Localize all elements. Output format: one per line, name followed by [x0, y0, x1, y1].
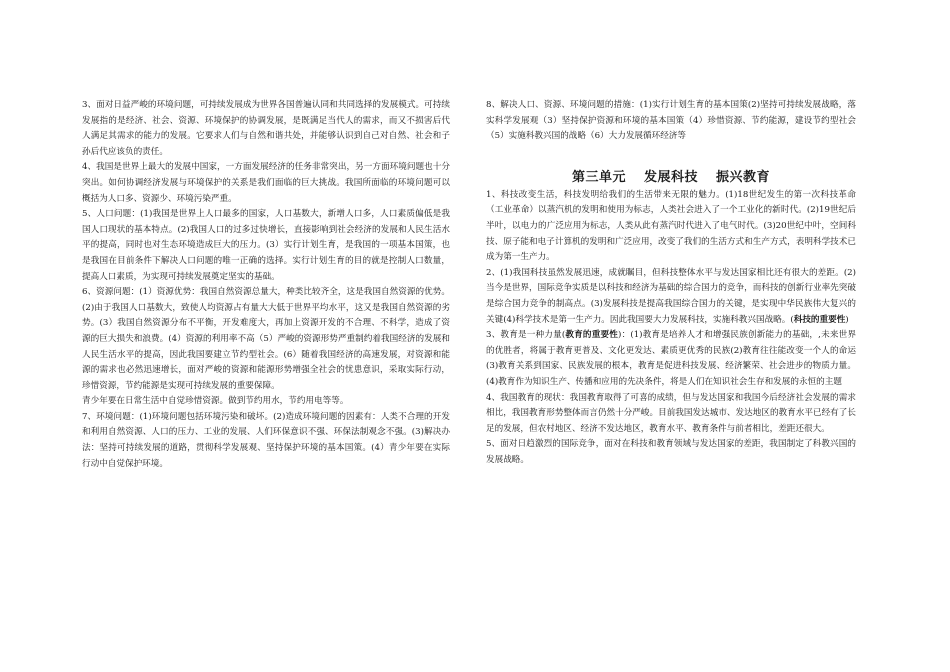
education-importance-pre: 3、教育是一种力量(	[486, 330, 566, 341]
education-importance-text: )：(1)教育是培养人才和增强民族创新能力的基础，,未来世界的优胜者，将属于教育更普及、文化更发达、素质更优秀的民族(2)教育往往能改变一个人的命运(3)教育关系到国家、民族发展的根本，教育是促进科技发展、经济繁荣、社会进步的物质力量。(4)教育作为知识生产、传播和应用的先决条件，将是人们在知识社会生存和发展的永恒的主题	[486, 330, 856, 387]
paragraph-youth-conservation: 青少年要在日常生活中自觉珍惜资源。做到节约用水，节约用电等等。	[82, 396, 349, 407]
unit-title-part3: 振兴教育	[716, 169, 771, 185]
tech-importance-label: 科技的重要性	[793, 314, 846, 325]
education-importance-label: 教育的重要性	[565, 330, 619, 341]
paragraph-education-importance	[486, 328, 856, 390]
tech-importance-end: )	[845, 314, 849, 325]
paragraph-environment-challenge: 4、我国是世界上最大的发展中国家，一方面发展经济的任务非常突出，另一方面环境问题也十分突出。如何协调经济发展与环境保护的关系是我们面临的巨大挑战。我国所面临的环境问题可以概括为人口多、资源少、环境污染严重。	[82, 162, 450, 204]
paragraph-sustainable-development: 3、面对日益严峻的环境问题，可持续发展成为世界各国普遍认同和共同选择的发展模式。可持续发展指的是经济、社会、资源、环境保护的协调发展，是既满足当代人的需求，而又不损害后代人满足其需求的能力的发展。它要求人们与自然和谐共处，并能够认识到自己对自然、社会和子孙后代应该负的责任。	[82, 100, 450, 157]
paragraph-resource-issue: 6、资源问题：(1）资源优势：我国自然资源总量大，种类比较齐全，这是我国自然资源的优势。(2)由于我国人口基数大，致使人均资源占有量大大低于世界平均水平，这又是我国自然资源的劣势。(3）我国自然资源分布不平衡，开发难度大，再加上资源开发的不合理、不科学，造成了资源的巨大损失和浪费。(4）资源的利用率不高（5）严峻的资源形势严重制约着我国经济的发展和人民生活水平的提高，因此我国要建立节约型社会。(6）随着我国经济的高速发展，对资源和能源的需求也必然迅速增长，面对严峻的资源和能源形势增强全社会的忧患意识，采取实际行动，珍惜资源，节约能源是实现可持续发展的重要保障。	[82, 287, 450, 391]
paragraph-measures: 8、解决人口、资源、环境问题的措施：(1)实行计划生育的基本国策(2)坚持可持续发展战略，落实科学发展观（3）坚持保护资源和环境的基本国策（4）珍惜资源、节约能源，建设节约型社会（5）实施科教兴国的战略（6）大力发展循环经济等	[486, 100, 856, 142]
tech-importance-text: 2、(1)我国科技虽然发展迅速，成就瞩目，但科技整体水平与发达国家相比还有很大的差距。(2)当今是世界，国际竞争实质是以科技和经济为基础的综合国力的竞争，而科技的创新行业率先突破是综合国力竞争的制高点。(3)发展科技是提高我国综合国力的关键，是实现中华民族伟大复兴的关键(4)科学技术是第一生产力。因此我国要大力发展科技，实施科教兴国战略。(	[486, 267, 856, 325]
unit-title-part1: 第三单元	[571, 169, 626, 185]
left-column	[82, 98, 450, 472]
right-column	[486, 98, 856, 468]
paragraph-population-issue: 5、人口问题：(1)我国是世界上人口最多的国家，人口基数大，新增人口多，人口素质偏低是我国人口现状的基本特点。(2)我国人口的过多过快增长，直接影响到社会经济的发展和人民生活水平的提高，同时也对生态环境造成巨大的压力。(3）实行计划生育，是我国的一项基本国策，也是我国在目前条件下解决人口问题的唯一正确的选择。实行计划生育的目的就是控制人口数量，提高人口素质，为实现可持续发展奠定坚实的基础。	[82, 209, 450, 282]
paragraph-education-strategy: 5、面对日趋激烈的国际竞争，面对在科技和教育领域与发达国家的差距，我国制定了科教兴国的发展战略。	[486, 439, 856, 465]
unit-title	[486, 169, 856, 187]
paragraph-environment-issue: 7、环境问题：(1)环境问题包括环境污染和破坏。(2)造成环境问题的因素有：人类不合理的开发和利用自然资源、人口的压力、工业的发展、人们环保意识不强、环保法制观念不强。(3)解决办法：坚持可持续发展的道路，贯彻科学发展观、坚持保护环境的基本国策。(4）青少年要在实际行动中自觉保护环境。	[82, 411, 450, 469]
paragraph-tech-revolution: 1、科技改变生活，科技发明给我们的生活带来无限的魅力。(1)18世纪发生的第一次科技革命（工业革命）以蒸汽机的发明和使用为标志，人类社会进入了一个工业化的新时代。(2)19世纪后半叶，以电力的广泛应用为标志，人类从此有蒸汽时代进入了电气时代。(3)20世纪中叶，空间科技、原子能和电子计算机的发明和广泛应用，改变了我们的生活方式和生产方式，表明科学技术已成为第一生产力。	[486, 189, 856, 263]
paragraph-education-status: 4、我国教育的现状：我国教育取得了可喜的成绩，但与发达国家和我国今后经济社会发展的需求相比，我国教育形势整体而言仍然十分严峻。目前我国发达城市、发达地区的教育水平已经有了长足的发展，但农村地区、经济不发达地区，教育水平、教育条件与前者相比，差距还很大。	[486, 392, 856, 434]
unit-title-part2: 发展科技	[643, 169, 698, 185]
paragraph-tech-importance	[486, 266, 856, 328]
